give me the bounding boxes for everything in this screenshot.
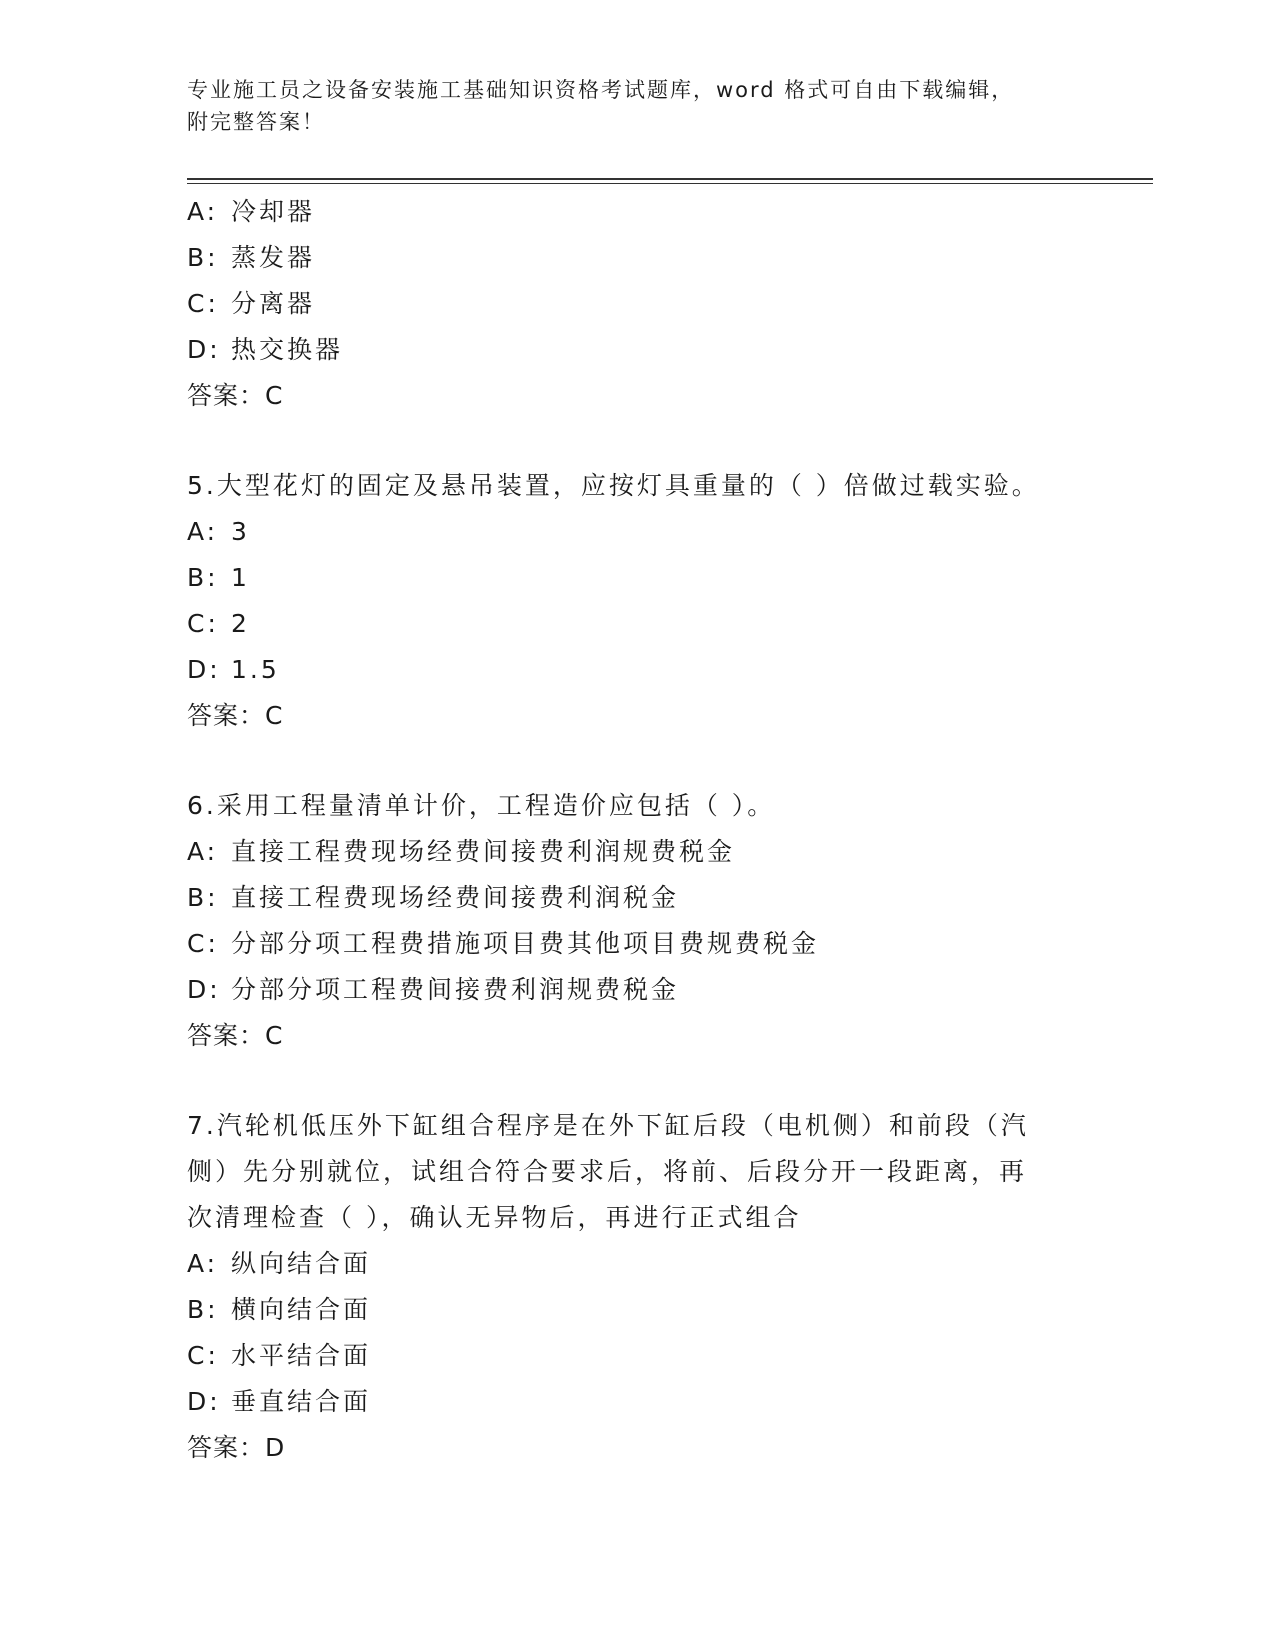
option-c: C: 2 [187, 609, 250, 638]
answer-line: 答案：C [187, 1021, 284, 1050]
option-b: B: 直接工程费现场经费间接费利润税金 [187, 883, 680, 912]
question-text: 5.大型花灯的固定及悬吊装置，应按灯具重量的（ ）倍做过载实验。 [187, 471, 1040, 500]
option-d: D: 1.5 [187, 655, 280, 684]
answer-line: 答案：C [187, 381, 284, 410]
option-a: A: 3 [187, 517, 250, 546]
question-5-block [187, 463, 1087, 739]
option-a: A: 纵向结合面 [187, 1249, 372, 1278]
question-4-block [187, 189, 1087, 419]
option-a: A: 冷却器 [187, 197, 316, 226]
option-c: C: 分部分项工程费措施项目费其他项目费规费税金 [187, 929, 820, 958]
document-header [187, 74, 1067, 138]
option-b: B: 蒸发器 [187, 243, 316, 272]
option-d: D: 热交换器 [187, 335, 344, 364]
question-7-block [187, 1103, 1087, 1471]
question-content [187, 189, 1087, 1471]
option-a: A: 直接工程费现场经费间接费利润规费税金 [187, 837, 736, 866]
question-text-line-2: 侧）先分别就位，试组合符合要求后，将前、后段分开一段距离，再 [187, 1157, 1028, 1186]
header-line-1: 专业施工员之设备安装施工基础知识资格考试题库，word 格式可自由下载编辑， [187, 78, 1015, 102]
option-d: D: 垂直结合面 [187, 1387, 372, 1416]
option-b: B: 1 [187, 563, 250, 592]
header-divider-thick [187, 178, 1153, 180]
option-d: D: 分部分项工程费间接费利润规费税金 [187, 975, 680, 1004]
option-b: B: 横向结合面 [187, 1295, 372, 1324]
option-c: C: 分离器 [187, 289, 316, 318]
header-line-2: 附完整答案！ [187, 110, 325, 134]
question-text-line-3: 次清理检查（ ），确认无异物后，再进行正式组合 [187, 1203, 802, 1232]
question-text: 6.采用工程量清单计价，工程造价应包括（ ）。 [187, 791, 776, 820]
answer-line: 答案：D [187, 1433, 286, 1462]
question-text-line-1: 7.汽轮机低压外下缸组合程序是在外下缸后段（电机侧）和前段（汽 [187, 1111, 1029, 1140]
header-divider-thin [187, 183, 1153, 184]
question-6-block [187, 783, 1087, 1059]
option-c: C: 水平结合面 [187, 1341, 372, 1370]
answer-line: 答案：C [187, 701, 284, 730]
